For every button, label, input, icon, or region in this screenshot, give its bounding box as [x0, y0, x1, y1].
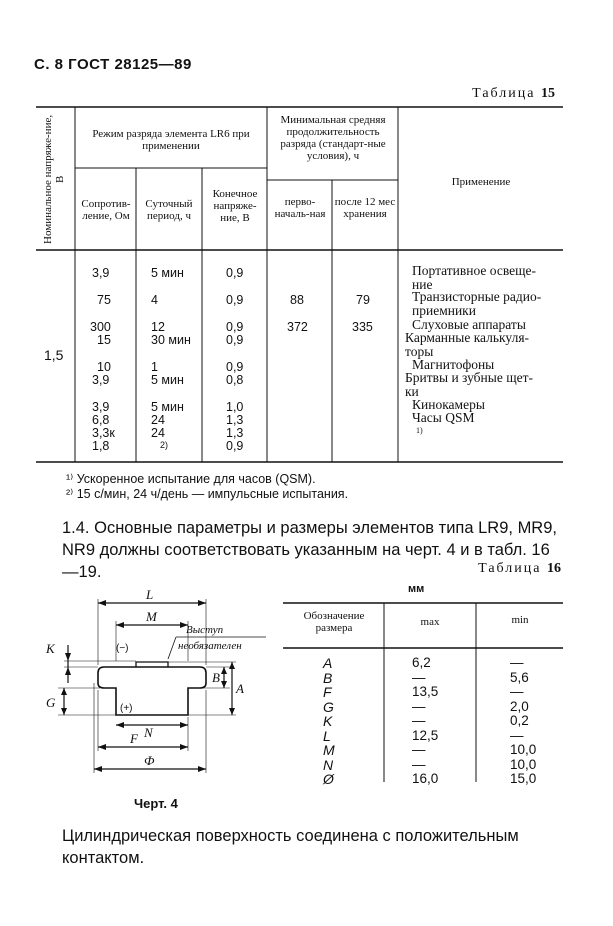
table15-cell: 1,3	[226, 426, 244, 440]
table16-max: —	[412, 698, 426, 714]
table16-designation: K	[323, 713, 333, 729]
table15-application: приемники	[412, 303, 476, 318]
table15-col-resistance: Сопротив-ление, Ом	[81, 198, 131, 222]
table15-cell: 300	[90, 320, 111, 334]
footnote-2: ²⁾ 15 с/мин, 24 ч/день — импульсные испытания.	[66, 487, 349, 501]
label-A: A	[236, 681, 244, 696]
table15-application: Карманные калькуля-	[405, 330, 530, 345]
table15-col-voltage: Номинальное напряже-ние, В	[42, 114, 66, 244]
table16-col-min: min	[511, 614, 529, 626]
label-G: G	[46, 695, 56, 710]
table15-col-after: после 12 мес хранения	[334, 196, 396, 220]
table16-max: —	[412, 713, 426, 728]
table15-cell: 0,8	[226, 373, 244, 387]
table15-cell: 75	[97, 293, 111, 307]
table15-cell: 0,9	[226, 333, 244, 347]
table15-col-application: Применение	[451, 176, 511, 188]
label-phi: Ф	[144, 753, 155, 768]
table16-designation: F	[323, 684, 332, 700]
table16-max: —	[412, 742, 426, 757]
table16-max: 12,5	[412, 727, 439, 743]
table15-cell: 3,3к	[92, 426, 115, 440]
table15-cell: 4	[151, 293, 158, 307]
table16-designation: G	[323, 698, 334, 715]
table16-designation: A	[323, 655, 333, 671]
table15-application: Магнитофоны	[412, 357, 495, 372]
table15-cell: 3,9	[92, 373, 110, 387]
table15-cell: 0,9	[226, 320, 244, 334]
table16-min-column	[510, 656, 536, 787]
table16-designation: N	[323, 756, 334, 773]
table16-max: 16,0	[412, 771, 439, 786]
table15-cell: 335	[352, 320, 373, 334]
table16-caption-word: Таблица	[478, 561, 542, 576]
footnote-1: ¹⁾ Ускоренное испытание для часов (QSM).	[66, 472, 316, 486]
table15-cell: 6,8	[92, 413, 110, 427]
note-line1: Выступ	[186, 624, 224, 636]
table15-application: Слуховые аппараты	[412, 317, 526, 332]
label-plus: (+)	[120, 703, 133, 714]
table16-unit: мм	[408, 583, 425, 595]
table16-designation: L	[323, 727, 331, 744]
table15-cell: 79	[356, 293, 370, 307]
table15-cell: 30 мин	[151, 333, 191, 347]
table16-designation: M	[323, 742, 335, 758]
table15-cell: 10	[97, 360, 111, 374]
table16-min: 2,0	[510, 698, 529, 714]
table16-max: 13,5	[412, 684, 439, 699]
table15-application: ние	[412, 277, 433, 292]
closing-text: Цилиндрическая поверхность соединена с положительным контактом.	[62, 827, 519, 867]
table16-min: 15,0	[510, 771, 537, 786]
note-line2: необязателен	[178, 640, 242, 652]
table16-min: 0,2	[510, 713, 529, 728]
table15-application: Портативное освеще-	[412, 263, 537, 278]
table15-col-initial: перво-началь-ная	[274, 196, 326, 220]
table16-max: —	[412, 756, 426, 772]
table15-cell: 1,8	[92, 439, 110, 453]
table16-min: 10,0	[510, 756, 537, 772]
table16-min: 5,6	[510, 669, 529, 685]
cell-drawing	[40, 585, 280, 790]
table15-cell: 88	[290, 293, 304, 307]
table15-cell: 3,9	[92, 266, 110, 280]
table15-application: Бритвы и зубные щет-	[405, 370, 533, 385]
table16-min: —	[510, 684, 524, 699]
page-header: С. 8 ГОСТ 28125—89	[34, 56, 192, 73]
table16-max: 6,2	[412, 655, 431, 670]
label-F: F	[130, 731, 138, 746]
table16-designation: Ø	[323, 771, 334, 787]
table15-cell: 24	[151, 426, 165, 440]
table16-max: —	[412, 669, 426, 685]
table15-cell: 3,9	[92, 400, 110, 414]
table15-col-daily: Суточный период, ч	[145, 198, 193, 222]
label-K: K	[46, 641, 55, 656]
drawing-caption: Черт. 4	[134, 796, 178, 811]
label-minus: (−)	[116, 643, 129, 654]
table15-voltage-value: 1,5	[44, 347, 64, 363]
table15-cell: 0,9	[226, 293, 244, 307]
table16-caption-number: 16	[547, 561, 561, 576]
table16-designations	[323, 656, 335, 787]
table15-cell: 5 мин	[151, 400, 184, 414]
table16-max-column	[412, 656, 438, 787]
table16-caption	[478, 561, 561, 577]
table15-cell: 1	[151, 360, 158, 374]
table16-min: 10,0	[510, 742, 537, 757]
table16-min: —	[510, 655, 524, 670]
table15-caption-word: Таблица	[472, 86, 536, 101]
label-L: L	[146, 587, 154, 602]
table15-cell: 0,9	[226, 266, 244, 280]
table15-application: Кинокамеры	[412, 397, 485, 412]
table16-designation: B	[323, 669, 333, 686]
table15-cell: 2)	[160, 440, 169, 450]
table15-application: Часы QSM	[412, 410, 475, 425]
table15-application: 1)	[416, 426, 423, 435]
table15-cell: 0,9	[226, 439, 244, 453]
table15-col-duration: Минимальная средняя продолжительность разряда (стандарт-ные условия), ч	[280, 114, 386, 162]
label-N: N	[144, 725, 153, 740]
table15-application: торы	[405, 344, 434, 359]
table15-cell: 12	[151, 320, 165, 334]
table16-col-designation: Обозначение размера	[303, 610, 365, 634]
table16-min: —	[510, 727, 524, 743]
table15-cell: 0,9	[226, 360, 244, 374]
table15-cell: 5 мин	[151, 373, 184, 387]
table15-caption-number: 15	[541, 86, 555, 101]
table16-col-max: max	[420, 616, 440, 628]
paragraph-1-4: 1.4. Основные параметры и размеры элементов типа LR9, MR9, NR9 должны соответствовать указанным на черт. 4 и в табл. 16—19.	[62, 519, 557, 581]
table15-application: Транзисторные радио-	[412, 289, 542, 304]
table15-cell: 15	[97, 333, 111, 347]
table15-cell: 5 мин	[151, 266, 184, 280]
table15-cell: 1,3	[226, 413, 244, 427]
table15-cell: 24	[151, 413, 165, 427]
label-B: B	[212, 670, 220, 685]
label-M: M	[146, 609, 157, 624]
table15-col-mode: Режим разряда элемента LR6 при применении	[92, 128, 250, 152]
table15-col-final-voltage: Конечное напряже-ние, В	[212, 188, 258, 224]
table15-cell: 1,0	[226, 400, 244, 414]
table15-cell: 372	[287, 320, 308, 334]
table15-application: ки	[405, 384, 419, 399]
